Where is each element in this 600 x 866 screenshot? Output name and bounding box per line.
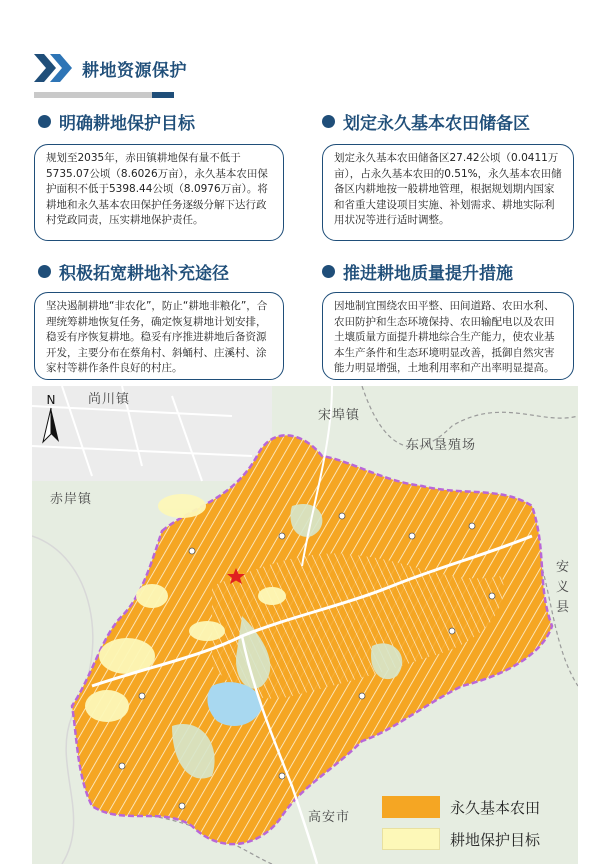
map-canvas bbox=[32, 386, 578, 864]
legend-label: 耕地保护目标 bbox=[450, 830, 541, 849]
map-place-label: 东风垦殖场 bbox=[406, 438, 477, 453]
section-heading bbox=[38, 108, 195, 134]
legend-swatch bbox=[382, 796, 440, 818]
section-text: 规划至2035年，赤田镇耕地保有量不低于5735.07公顷（8.6026万亩），永久基本农田保护面积不低于5398.44公顷（8.0976万亩）。将耕地和永久基本农田保护任务逐级分解下达行政村党政同责，压实耕地保护责任。 bbox=[46, 152, 268, 226]
page-header bbox=[34, 52, 234, 84]
section-text-box bbox=[322, 292, 574, 380]
legend-swatch bbox=[382, 828, 440, 850]
section-heading bbox=[38, 258, 229, 284]
section-title: 明确耕地保护目标 bbox=[59, 113, 195, 134]
section-text-box bbox=[322, 144, 574, 241]
map-place-label: 宋埠镇 bbox=[318, 408, 361, 423]
section-heading bbox=[322, 258, 513, 284]
section-text: 坚决遏制耕地“非农化”，防止“耕地非粮化”，合理统筹耕地恢复任务，确定恢复耕地计划安排，稳妥有序恢复耕地。稳妥有序推进耕地后备资源开发，主要分布在蔡角村、斜蛹村、庄溪村、涂家村等耕作条件良好的村庄。 bbox=[46, 300, 268, 374]
bullet-icon bbox=[38, 115, 51, 128]
bullet-icon bbox=[322, 265, 335, 278]
double-chevron-icon bbox=[34, 54, 76, 82]
map-place-label: 高安市 bbox=[308, 810, 351, 825]
section-text-box bbox=[34, 292, 284, 380]
section-title: 划定永久基本农田储备区 bbox=[343, 113, 530, 134]
map-legend bbox=[382, 796, 572, 856]
section-title: 推进耕地质量提升措施 bbox=[343, 263, 513, 284]
bullet-icon bbox=[322, 115, 335, 128]
section-heading bbox=[322, 108, 530, 134]
map-place-label: 安义县 bbox=[556, 560, 571, 615]
page-title: 耕地资源保护 bbox=[82, 61, 187, 81]
north-label: N bbox=[46, 393, 56, 407]
section-text-box bbox=[34, 144, 284, 241]
header-divider-accent bbox=[152, 92, 174, 98]
section-text: 划定永久基本农田储备区27.42公顷（0.0411万亩），占永久基本农田的0.51%，永久基本农田储备区内耕地按一般耕地管理，根据规划期内国家和省重大建设项目实施、补划需求、耕地实际利用状况等进行适时调整。 bbox=[334, 152, 562, 226]
legend-item bbox=[382, 828, 540, 850]
bullet-icon bbox=[38, 265, 51, 278]
section-text: 因地制宜围绕农田平整、田间道路、农田水利、农田防护和生态环境保持、农田输配电以及农田土壤质量方面提升耕地综合生产能力，使农业基本生产条件和生态环境明显改善，抵御自然灾害能力明显增强，土地利用率和产出率明显提高。 bbox=[334, 300, 555, 374]
header-divider bbox=[34, 92, 152, 98]
legend-label: 永久基本农田 bbox=[450, 798, 541, 817]
map-place-label: 赤岸镇 bbox=[50, 492, 93, 507]
north-arrow-icon bbox=[40, 392, 62, 446]
section-title: 积极拓宽耕地补充途径 bbox=[59, 263, 229, 284]
map-place-label: 尚川镇 bbox=[88, 392, 131, 407]
farmland-map bbox=[32, 386, 578, 864]
legend-item bbox=[382, 796, 540, 818]
